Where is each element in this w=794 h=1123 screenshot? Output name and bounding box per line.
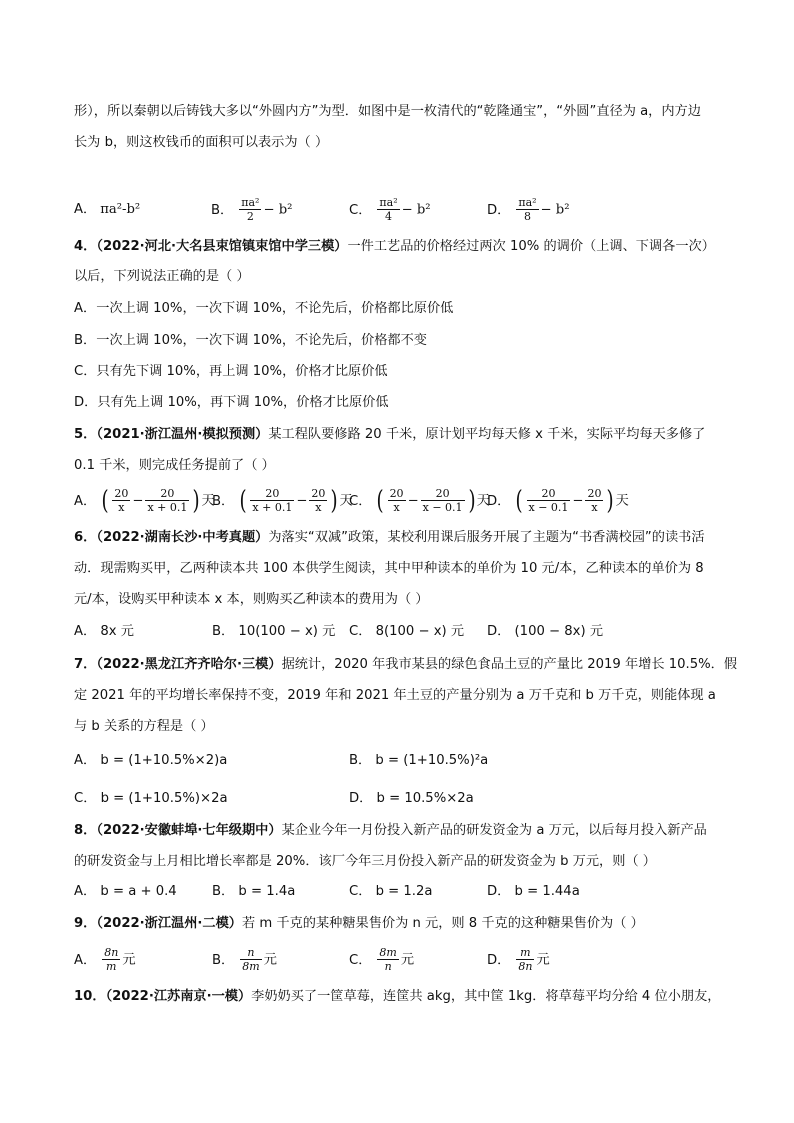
q3-stem-line1: 形），所以秦朝以后铸钱大多以“外圆内方”为型．如图中是一枚清代的“乾隆通宝”，“外圆”直径为 a，内方边: [74, 104, 701, 119]
q5-option-a: A． ( $\frac{20}{x}$ − $\frac{20}{x + 0.1}$ ) 天: [74, 485, 215, 516]
q5-stem-line2: 0.1 千米，则完成任务提前了（ ）: [74, 458, 275, 473]
q9-option-d: D． $\frac{m}{8n}$ 元: [487, 946, 550, 973]
fraction: $\frac{20}{x - 0.1}$: [528, 487, 569, 514]
q7-option-d: D． b = 10.5%×2a: [349, 791, 474, 806]
q8-option-a: A． b = a + 0.4: [74, 884, 177, 899]
q7-stem-line2: 定 2021 年的平均增长率保持不变，2019 年和 2021 年土豆的产量分别为 a 万千克和 b 万千克，则能体现 a: [74, 688, 716, 703]
fraction: $\frac{20}{x}$: [311, 487, 326, 514]
fraction: $\frac{20}{x}$: [587, 487, 602, 514]
q8-stem-line2: 的研发资金与上月相比增长率都是 20%．该厂今年三月份投入新产品的研发资金为 b 万元，则（ ）: [74, 854, 656, 869]
q3-stem-line2: 长为 b，则这枚钱币的面积可以表示为（ ）: [74, 135, 329, 150]
fraction: $\frac{n}{8m}$: [242, 946, 260, 973]
q8-stem-line1: 8．（2022·安徽蚌埠·七年级期中）某企业今年一月份投入新产品的研发资金为 a 万元，以后每月投入新产品: [74, 823, 707, 838]
q6-stem-line2: 动．现需购买甲，乙两种读本共 100 本供学生阅读，其中甲种读本的单价为 10 元/本，乙种读本的单价为 8: [74, 561, 704, 576]
q7-stem-line3: 与 b 关系的方程是（ ）: [74, 719, 214, 734]
fraction: $\frac{20}{x + 0.1}$: [147, 487, 188, 514]
q4-stem-line2: 以后，下列说法正确的是（ ）: [74, 269, 250, 284]
q5-stem-line1: 5．（2021·浙江温州·模拟预测）某工程队要修路 20 千米，原计划平均每天修 x 千米，实际平均每天多修了: [74, 427, 706, 442]
q8-option-c: C． b = 1.2a: [349, 884, 433, 899]
q4-stem-line1: 4．（2022·河北·大名县束馆镇束馆中学三模）一件工艺品的价格经过两次 10% 的调价（上调、下调各一次）: [74, 239, 715, 254]
q7-option-a: A． b = (1+10.5%×2)a: [74, 753, 228, 768]
q4-option-d: D．只有先上调 10%，再下调 10%，价格才比原价低: [74, 395, 389, 410]
q3-option-b: B． $\frac{\text{πa²}}{2}$ − b²: [211, 196, 293, 223]
q7-option-c: C． b = (1+10.5%)×2a: [74, 791, 228, 806]
q6-option-d: D． (100 − 8x) 元: [487, 624, 604, 639]
q9-option-c: C． $\frac{8m}{n}$ 元: [349, 946, 415, 973]
q5-option-b: B． ( $\frac{20}{x + 0.1}$ − $\frac{20}{x}$ ) 天: [212, 485, 353, 516]
q4-option-b: B．一次上调 10%，一次下调 10%，不论先后，价格都不变: [74, 333, 427, 348]
q6-stem-line1: 6．（2022·湖南长沙·中考真题）为落实“双减”政策，某校利用课后服务开展了主题为“书香满校园”的读书活: [74, 530, 705, 545]
q5-option-c: C． ( $\frac{20}{x}$ − $\frac{20}{x - 0.1}$ ) 天: [349, 485, 490, 516]
q7-option-b: B． b = (1+10.5%)²a: [349, 753, 489, 768]
q7-stem-line1: 7．（2022·黑龙江齐齐哈尔·三模）据统计，2020 年我市某县的绿色食品土豆的产量比 2019 年增长 10.5%．假: [74, 657, 738, 672]
fraction: $\frac{20}{x}$: [114, 487, 129, 514]
q4-option-a: A．一次上调 10%，一次下调 10%，不论先后，价格都比原价低: [74, 301, 454, 316]
fraction: $\frac{20}{x}$: [389, 487, 404, 514]
fraction: $\frac{8m}{n}$: [379, 946, 397, 973]
q4-option-c: C．只有先下调 10%，再上调 10%，价格才比原价低: [74, 364, 388, 379]
q6-option-a: A． 8x 元: [74, 624, 134, 639]
fraction: $\frac{\text{πa²}}{8}$: [518, 196, 537, 223]
fraction: $\frac{20}{x + 0.1}$: [252, 487, 293, 514]
q6-option-c: C． 8(100 − x) 元: [349, 624, 465, 639]
q5-option-d: D． ( $\frac{20}{x - 0.1}$ − $\frac{20}{x}$ ) 天: [487, 485, 629, 516]
q3-option-c: C． $\frac{\text{πa²}}{4}$ − b²: [349, 196, 431, 223]
fraction: $\frac{\text{πa²}}{4}$: [379, 196, 398, 223]
q3-option-a: A． πa²-b²: [74, 202, 141, 217]
q10-stem-line1: 10．（2022·江苏南京·一模）李奶奶买了一筐草莓，连筐共 akg，其中筐 1kg．将草莓平均分给 4 位小朋友，: [74, 989, 721, 1004]
fraction: $\frac{20}{x - 0.1}$: [422, 487, 463, 514]
q3-option-d: D． $\frac{\text{πa²}}{8}$ − b²: [487, 196, 570, 223]
q9-stem-line1: 9．（2022·浙江温州·二模）若 m 千克的某种糖果售价为 n 元，则 8 千克的这种糖果售价为（ ）: [74, 916, 644, 931]
q8-option-d: D． b = 1.44a: [487, 884, 580, 899]
q9-option-b: B． $\frac{n}{8m}$ 元: [212, 946, 277, 973]
fraction: $\frac{8n}{m}$: [104, 946, 119, 973]
q9-option-a: A． $\frac{8n}{m}$ 元: [74, 946, 136, 973]
q8-option-b: B． b = 1.4a: [212, 884, 296, 899]
fraction: $\frac{\text{πa²}}{2}$: [241, 196, 260, 223]
fraction: $\frac{m}{8n}$: [518, 946, 533, 973]
q6-option-b: B． 10(100 − x) 元: [212, 624, 336, 639]
q6-stem-line3: 元/本，设购买甲种读本 x 本，则购买乙种读本的费用为（ ）: [74, 592, 429, 607]
